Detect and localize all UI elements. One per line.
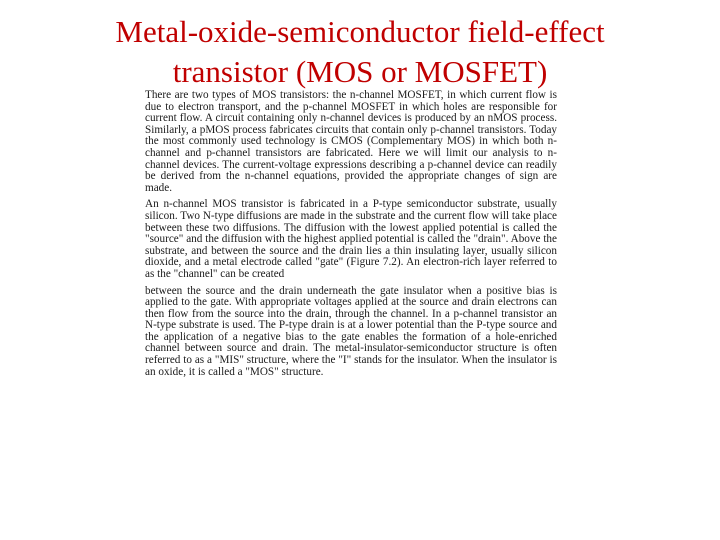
paragraph-mos-types: There are two types of MOS transistors: the n-channel MOSFET, in which current flow is due to electron transport, and the p-channel MOSFET in which holes are responsible for current flow. A circuit containing only n-channel devices is produced by an nMOS process. Similarly, a pMOS process fabricates circuits that contain only p-channel transistors. Today the most commonly used technology is CMOS (Complementary MOS) in which both n-channel and p-channel transistors are fabricated. Here we will limit our analysis to n-channel devices. The current-voltage expressions describing a p-channel device can readily be derived from the n-channel equations, provided the appropriate changes of sign are made. [145, 89, 557, 194]
scanned-text-block [145, 90, 557, 378]
slide-title-line-2: transistor (MOS or MOSFET) [172, 54, 548, 89]
slide-title [40, 12, 680, 92]
paragraph-n-channel-fabrication: An n-channel MOS transistor is fabricated in a P-type semiconductor substrate, usually silicon. Two N-type diffusions are made in the substrate and the current flow will take place between these two diffusions. The diffusion with the lowest applied potential is called the "source" and the diffusion with the highest applied potential is called the "drain". Above the substrate, and between the source and the drain lies a thin insulating layer, usually silicon dioxide, and a metal electrode called "gate" (Figure 7.2). An electron-rich layer referred to as the "channel" can be created [145, 198, 557, 280]
slide-title-line-1: Metal-oxide-semiconductor field-effect [115, 14, 605, 49]
paragraph-channel-operation: between the source and the drain underneath the gate insulator when a positive bias is applied to the gate. With appropriate voltages applied at the source and drain electrons can then flow from the source into the drain, through the channel. In a p-channel transistor an N-type substrate is used. The P-type drain is at a lower potential than the P-type source and the application of a negative bias to the gate enables the formation of a hole-enriched channel between source and drain. The metal-insulator-semiconductor structure is often referred to as a "MIS" structure, where the "I" stands for the insulator. When the insulator is an oxide, it is called a "MOS" structure. [145, 284, 557, 378]
